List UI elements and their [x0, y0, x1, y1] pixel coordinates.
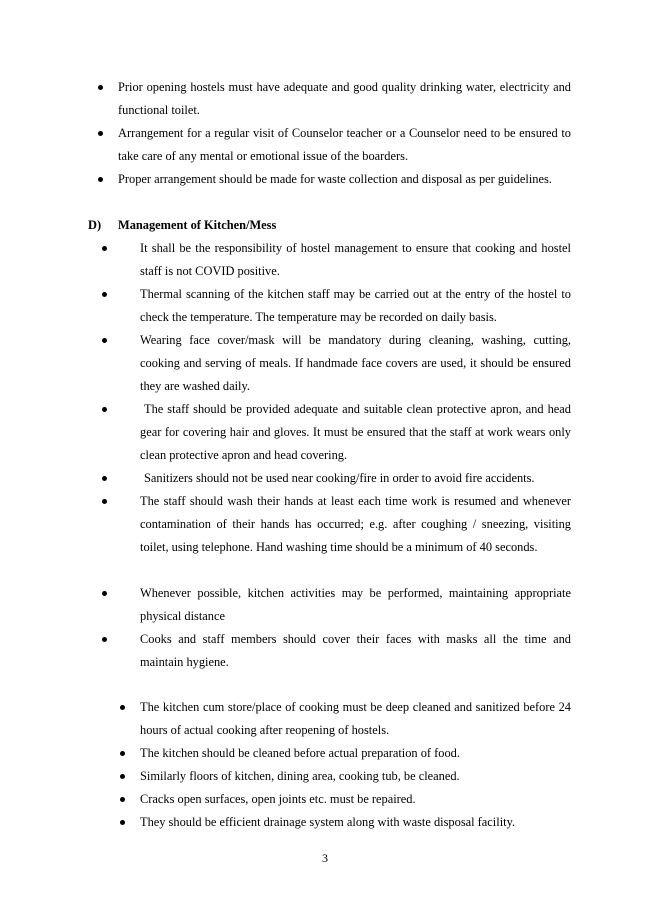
bullet-icon — [98, 131, 103, 136]
list-item-text: The staff should be provided adequate and suitable clean protective apron, and head gear for covering hair and gloves. It must be ensured that the staff at work wears only clean protective apron and head covering. — [140, 402, 571, 462]
bullet-icon — [102, 591, 107, 596]
page-number: 3 — [322, 851, 328, 865]
bullet-icon — [102, 292, 107, 297]
list-item-text: Cooks and staff members should cover their faces with masks all the time and maintain hygiene. — [140, 632, 571, 669]
list-item-text: It shall be the responsibility of hostel management to ensure that cooking and hostel staff is not COVID positive. — [140, 241, 571, 278]
bullet-icon — [102, 407, 107, 412]
bullet-icon — [120, 705, 125, 710]
list-item-text: The staff should wash their hands at least each time work is resumed and whenever contamination of their hands has occurred; e.g. after coughing / sneezing, visiting toilet, using telephone. Hand washing time should be a minimum of 40 seconds. — [140, 494, 571, 554]
list-item-text: Arrangement for a regular visit of Counselor teacher or a Counselor need to be ensured to take care of any mental or emotional issue of the boarders. — [118, 126, 571, 163]
bullet-icon — [102, 499, 107, 504]
bullet-icon — [102, 338, 107, 343]
list-item-text: The kitchen cum store/place of cooking must be deep cleaned and sanitized before 24 hours of actual cooking after reopening of hostels. — [140, 700, 571, 737]
bullet-icon — [98, 85, 103, 90]
list-item-text: Prior opening hostels must have adequate and good quality drinking water, electricity and functional toilet. — [118, 80, 571, 117]
section-heading — [88, 214, 276, 237]
list-item-text: The kitchen should be cleaned before actual preparation of food. — [140, 746, 460, 760]
list-item-text: Wearing face cover/mask will be mandatory during cleaning, washing, cutting, cooking and serving of meals. If handmade face covers are used, it should be ensured they are washed daily. — [140, 333, 571, 393]
bullet-icon — [102, 476, 107, 481]
bullet-icon — [120, 820, 125, 825]
list-item-text: Thermal scanning of the kitchen staff may be carried out at the entry of the hostel to check the temperature. The temperature may be recorded on daily basis. — [140, 287, 571, 324]
section-label: D) — [88, 218, 102, 232]
list-item-text: Similarly floors of kitchen, dining area, cooking tub, be cleaned. — [140, 769, 460, 783]
bullet-icon — [98, 177, 103, 182]
list-item-text: Whenever possible, kitchen activities may be performed, maintaining appropriate physical distance — [140, 586, 571, 623]
bullet-icon — [102, 246, 107, 251]
bullet-icon — [120, 797, 125, 802]
section-title: Management of Kitchen/Mess — [118, 218, 277, 232]
bullet-icon — [120, 751, 125, 756]
list-item-text: Cracks open surfaces, open joints etc. must be repaired. — [140, 792, 416, 806]
bullet-icon — [102, 637, 107, 642]
list-item-text: Sanitizers should not be used near cooking/fire in order to avoid fire accidents. — [144, 471, 535, 485]
list-item-text: Proper arrangement should be made for waste collection and disposal as per guidelines. — [118, 172, 552, 186]
list-item-text: They should be efficient drainage system along with waste disposal facility. — [140, 815, 516, 829]
bullet-icon — [120, 774, 125, 779]
